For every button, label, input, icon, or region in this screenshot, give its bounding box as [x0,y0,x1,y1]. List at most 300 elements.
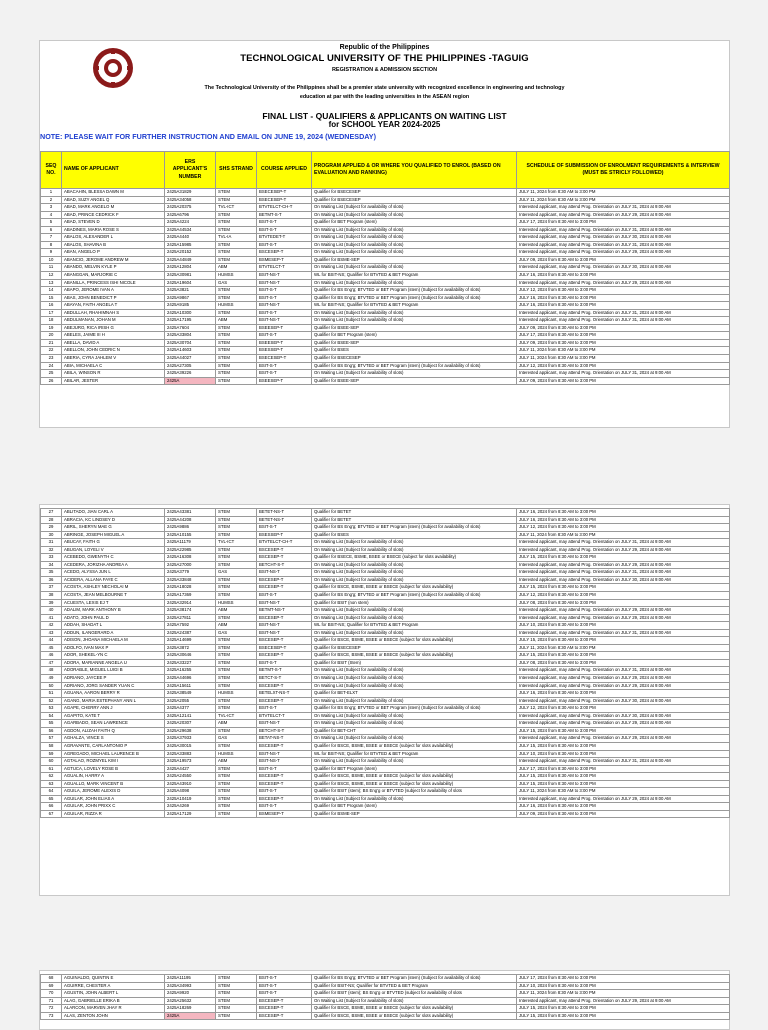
name-cell: ADATO, JOHN PAUL D [62,614,165,622]
name-cell: AGUSTIN, JOHN ALBERT L [62,990,165,998]
schedule-cell: JULY 11, 2024 from 8:30 AM to 3:00 PM [517,189,730,197]
schedule-cell: Interested applicant, may attend Prog. Orientation on JULY 29, 2024 at 9:00 AM [517,997,730,1005]
schedule-cell: JULY 15, 2024 from 8:30 AM to 3:00 PM [517,652,730,660]
strand-cell: STEM [216,516,257,524]
course-cell: BSECESEP-T [257,355,312,363]
ers-number-cell: 2425A24387 [165,629,216,637]
ers-number-cell: 2425A3779 [165,569,216,577]
table-row [41,524,730,532]
schedule-cell: Interested applicant, may attend Prog. Orientation on JULY 29, 2024 at 9:00 AM [517,675,730,683]
table-row [41,256,730,264]
course-cell: BSIT-NS-T [257,622,312,630]
seq-cell: 58 [41,742,62,750]
strand-cell: ABM [216,622,257,630]
strand-cell: STEM [216,370,257,378]
course-cell: BETCHT-S-T [257,727,312,735]
strand-cell: GAS [216,569,257,577]
name-cell: AGAPE, CHERRY ANN J [62,705,165,713]
course-cell: BSIT-S-T [257,788,312,796]
strand-cell: STEM [216,652,257,660]
seq-cell: 38 [41,592,62,600]
strand-cell: STEM [216,1012,257,1020]
course-cell: BSCESEP-T [257,1012,312,1020]
ers-number-cell: 2425A12141 [165,712,216,720]
name-cell: AGRAVANTE, CARLANTONIO P [62,742,165,750]
ers-number-cell: 2425A31829 [165,189,216,197]
col-course: COURSE APPLIED [257,152,312,189]
program-cell: On Waiting List (Subject for availability of slots) [312,697,517,705]
ers-number-cell: 2425A17195 [165,317,216,325]
seq-cell: 45 [41,644,62,652]
schedule-cell: Interested applicant, may attend Prog. Orientation on JULY 31, 2024 at 9:00 AM [517,758,730,766]
table-row [41,324,730,332]
strand-cell: STEM [216,524,257,532]
schedule-cell: Interested applicant, may attend Prog. Orientation on JULY 31, 2024 at 9:00 AM [517,241,730,249]
table-row [41,204,730,212]
name-cell: AGAPITO, KATE T [62,712,165,720]
table-row [41,758,730,766]
name-cell: ABANCIO, JEROME ANDREW M [62,256,165,264]
strand-cell: STEM [216,377,257,385]
ers-number-cell: 2425A30015 [165,742,216,750]
table-row [41,727,730,735]
strand-cell: STEM [216,667,257,675]
strand-cell: STEM [216,332,257,340]
program-cell: WL for BSIT-NS; Qualifier for BTVTED & BET Program [312,302,517,310]
ers-number-cell: 2425A18028 [165,584,216,592]
name-cell: ABAD, SUZY ANGEL Q [62,196,165,204]
name-cell: AGUINALDO, QUINTIN E [62,975,165,983]
ers-number-cell: 2425A39226 [165,370,216,378]
seq-cell: 23 [41,355,62,363]
table-row [41,810,730,818]
program-cell: Qualifier for BSIT-NS; Qualifier for BTVTED & BET Program [312,982,517,990]
table-row [41,211,730,219]
course-cell: BTVTEDET-T [257,234,312,242]
name-cell: ABDULLAH, RHAHIMNAH S [62,309,165,317]
name-cell: ABDULMANAN, JOHAN M [62,317,165,325]
course-cell: BSIT-S-T [257,975,312,983]
seq-cell: 28 [41,516,62,524]
schedule-cell: JULY 15, 2024 from 8:30 AM to 3:00 PM [517,780,730,788]
section-name: REGISTRATION & ADMISSION SECTION [331,67,438,73]
col-strand: SHS STRAND [216,152,257,189]
ers-number-cell: 2425A38549 [165,690,216,698]
course-cell: BSIT-S-T [257,287,312,295]
course-cell: BSCESEP-T [257,652,312,660]
schedule-cell: JULY 15, 2024 from 8:30 AM to 3:00 PM [517,1005,730,1013]
program-cell: Qualifier for BSEE-SEP [312,324,517,332]
schedule-cell: Interested applicant, may attend Prog. Orientation on JULY 31, 2024 at 9:00 AM [517,226,730,234]
strand-cell: TVL-ICT [216,204,257,212]
strand-cell: STEM [216,803,257,811]
schedule-cell: Interested applicant, may attend Prog. Orientation on JULY 30, 2024 at 9:00 AM [517,234,730,242]
schedule-cell: Interested applicant, may attend Prog. Orientation on JULY 29, 2024 at 9:00 AM [517,614,730,622]
seq-cell: 4 [41,211,62,219]
republic-line: Republic of the Philippines [339,44,430,51]
schedule-cell: JULY 09, 2024 from 8:30 AM to 3:00 PM [517,256,730,264]
course-cell: BSIT-S-T [257,294,312,302]
program-cell: Qualifier for BSIT (non stem) [312,599,517,607]
strand-cell: ABM [216,264,257,272]
program-cell: WL for BSIT-NS; Qualifier for BTVTED & BET Program [312,750,517,758]
ers-number-cell: 2425A18269 [165,1005,216,1013]
document-page-2 [39,504,730,896]
schedule-cell: JULY 10, 2024 from 8:30 AM to 3:00 PM [517,982,730,990]
course-cell: BSIT-S-T [257,803,312,811]
program-cell: Qualifier for BSECESEP [312,355,517,363]
table-row [41,1012,730,1020]
table-row [41,592,730,600]
table-row [41,196,730,204]
seq-cell: 11 [41,264,62,272]
schedule-cell: JULY 12, 2024 from 8:30 AM to 3:00 PM [517,705,730,713]
course-cell: BETELXT-NS-T [257,690,312,698]
name-cell: ABERIA, CYRA JAHLEM V [62,355,165,363]
schedule-cell: Interested applicant, may attend Prog. Orientation on JULY 29, 2024 at 9:00 AM [517,795,730,803]
strand-cell: STEM [216,675,257,683]
ers-number-cell: 2425A24550 [165,773,216,781]
schedule-cell: JULY 11, 2024 from 8:30 AM to 3:00 PM [517,531,730,539]
strand-cell: GAS [216,279,257,287]
seq-cell: 18 [41,317,62,325]
schedule-cell: Interested applicant, may attend Prog. Orientation on JULY 31, 2024 at 9:00 AM [517,317,730,325]
table-row [41,705,730,713]
ers-number-cell: 2425A22985 [165,546,216,554]
ers-number-cell: 2425A20375 [165,204,216,212]
course-cell: BSIT-NS-T [257,599,312,607]
program-cell: On Waiting List (Subject for availability of slots) [312,370,517,378]
strand-cell: STEM [216,241,257,249]
strand-cell: STEM [216,196,257,204]
col-program: PROGRAM APPLIED & OR WHERE YOU QUALIFIED TO ENROL (BASED ON EVALUATION AND RANKING) [312,152,517,189]
table-row [41,682,730,690]
name-cell: AGARBADO, SEAN LAWRENCE [62,720,165,728]
program-cell: On Waiting List (Subject for availability of slots) [312,667,517,675]
document-page-1 [39,40,730,428]
ers-number-cell: 2425A33227 [165,659,216,667]
table-row [41,370,730,378]
seq-cell: 37 [41,584,62,592]
ers-number-cell: 2425A10300 [165,309,216,317]
seq-cell: 60 [41,758,62,766]
schedule-cell: JULY 12, 2024 from 8:30 AM to 3:00 PM [517,287,730,295]
name-cell: AGUIRRE, CHESTER A [62,982,165,990]
program-cell: Qualifier for BSECE, BSME, BSEE or BSECE (subject for slots availability) [312,554,517,562]
seq-cell: 7 [41,234,62,242]
program-cell: On Waiting List (Subject for availability of slots) [312,264,517,272]
seq-cell: 55 [41,720,62,728]
course-cell: BSCESEP-T [257,576,312,584]
program-cell: Qualifier for BS Eng'g; BTVTED or BET Program (stem) (Subject for availability of slots) [312,287,517,295]
schedule-cell: JULY 10, 2024 from 8:30 AM to 3:00 PM [517,750,730,758]
table-row [41,302,730,310]
mission-line-2: education at par with the leading universities in the ASEAN region [299,94,470,100]
course-cell: BSCESEP-T [257,682,312,690]
program-cell: On Waiting List (Subject for availability of slots) [312,211,517,219]
schedule-cell: JULY 16, 2024 from 8:30 AM to 3:00 PM [517,302,730,310]
seq-cell: 61 [41,765,62,773]
course-cell: BSESSEP-T [257,347,312,355]
course-cell: BSMESEP-T [257,810,312,818]
course-cell: BTVTELCT-T [257,712,312,720]
course-cell: BSIT-S-T [257,332,312,340]
strand-cell: STEM [216,362,257,370]
course-cell: BSCESEP-T [257,637,312,645]
strand-cell: STEM [216,509,257,517]
table-row [41,272,730,280]
table-row [41,637,730,645]
course-cell: BSIT-S-T [257,241,312,249]
seq-cell: 14 [41,287,62,295]
table-row [41,294,730,302]
table-row [41,690,730,698]
table-row [41,735,730,743]
ers-number-cell: 2425A2055 [165,697,216,705]
program-cell: On Waiting List (Subject for availability of slots) [312,675,517,683]
program-cell: On Waiting List (Subject for availability of slots) [312,241,517,249]
course-cell: BSIT-S-T [257,226,312,234]
course-cell: BETCT-S-T [257,675,312,683]
ers-number-cell: 2425A6796 [165,211,216,219]
program-cell: Qualifier for BSCE, BSME, BSEE or BSECE (subject for slots availability) [312,1005,517,1013]
strand-cell: GAS [216,735,257,743]
schedule-cell: Interested applicant, may attend Prog. Orientation on JULY 31, 2024 at 9:00 AM [517,370,730,378]
table-row [41,226,730,234]
table-row [41,189,730,197]
course-cell: BTVTELCT-T [257,264,312,272]
ers-number-cell: 2425A25632 [165,997,216,1005]
course-cell: BSIT-S-T [257,982,312,990]
schedule-cell: Interested applicant, may attend Prog. Orientation on JULY 29, 2024 at 9:00 AM [517,211,730,219]
name-cell: ABIA, MICHAELA C [62,362,165,370]
program-cell: WL for BSIT-NS; Qualifier for BTVTED & BET Program [312,272,517,280]
strand-cell: STEM [216,705,257,713]
seq-cell: 53 [41,705,62,713]
course-cell: BETCHT-S-T [257,561,312,569]
program-cell: On Waiting List (Subject for availability of slots) [312,539,517,547]
ers-number-cell: 2425A3872 [165,644,216,652]
name-cell: ABUGAN, LOYELI V [62,546,165,554]
ers-number-cell: 2425A [165,1012,216,1020]
name-cell: AGUALIN, HARRY A [62,773,165,781]
seq-cell: 47 [41,659,62,667]
table-row [41,720,730,728]
program-cell: On Waiting List (Subject for availability of slots) [312,712,517,720]
seq-cell: 34 [41,561,62,569]
name-cell: ABEJURO, RICA IRISH G [62,324,165,332]
name-cell: ABAYAN, FAITH ANGELA T [62,302,165,310]
ers-number-cell: 2425A12804 [165,264,216,272]
seq-cell: 63 [41,780,62,788]
ers-number-cell: 2425A32914 [165,599,216,607]
schedule-cell: JULY 08, 2024 from 8:30 AM to 3:00 PM [517,599,730,607]
ers-number-cell: 2425A15611 [165,682,216,690]
course-cell: BSECESEP-T [257,189,312,197]
ers-number-cell: 2425A27305 [165,362,216,370]
program-cell: On Waiting List (Subject for availability of slots) [312,629,517,637]
course-cell: BSCESEP-T [257,780,312,788]
course-cell: BETET-NS-T [257,509,312,517]
schedule-cell: JULY 08, 2024 from 8:30 AM to 3:00 PM [517,659,730,667]
table-row [41,795,730,803]
course-cell: BSIT-NS-T [257,720,312,728]
strand-cell: STEM [216,309,257,317]
seq-cell: 32 [41,546,62,554]
ers-number-cell: 2425A14699 [165,637,216,645]
program-cell: Qualifier for BSCE, BSME, BSEE or BSECE (subject for slots availability) [312,637,517,645]
strand-cell: STEM [216,810,257,818]
ers-number-cell: 2425A37933 [165,735,216,743]
program-cell: On Waiting List (Subject for availability of slots) [312,569,517,577]
schedule-cell: JULY 11, 2024 from 8:30 AM to 3:00 PM [517,347,730,355]
course-cell: BSEESEP-T [257,377,312,385]
program-cell: Qualifier for BS Eng'g; BTVTED or BET Program (stem) (Subject for availability of slots) [312,592,517,600]
schedule-cell: Interested applicant, may attend Prog. Orientation on JULY 30, 2024 at 9:00 AM [517,697,730,705]
program-cell: On Waiting List (Subject for availability of slots) [312,249,517,257]
schedule-cell: Interested applicant, may attend Prog. Orientation on JULY 31, 2024 at 9:00 AM [517,204,730,212]
schedule-cell: JULY 09, 2024 from 8:30 AM to 3:00 PM [517,339,730,347]
course-cell: BSIT-NS-T [257,758,312,766]
course-cell: BETMT-S-T [257,667,312,675]
applicant-table-page-2 [40,508,730,818]
table-row [41,652,730,660]
table-row [41,516,730,524]
university-name: TECHNOLOGICAL UNIVERSITY OF THE PHILIPPINES -TAGUIG [240,53,529,64]
ers-number-cell: 2425A16255 [165,667,216,675]
applicant-table-page-3 [40,974,730,1020]
ers-number-cell: 2425A10155 [165,531,216,539]
seq-cell: 15 [41,294,62,302]
seq-cell: 71 [41,997,62,1005]
program-cell: On Waiting List (Subject for availability of slots) [312,795,517,803]
program-cell: Qualifier for BSIT (stem); BS Eng'g or BTVTED (subject for availability of slots [312,788,517,796]
strand-cell: HUMSS [216,750,257,758]
seq-cell: 5 [41,219,62,227]
strand-cell: ABM [216,758,257,766]
name-cell: ABELLA, DAVID A [62,339,165,347]
schedule-cell: JULY 10, 2024 from 8:30 AM to 3:00 PM [517,622,730,630]
strand-cell: STEM [216,592,257,600]
ers-number-cell: 2425A34993 [165,982,216,990]
course-cell: BSIT-S-T [257,990,312,998]
seq-cell: 10 [41,256,62,264]
strand-cell: STEM [216,644,257,652]
ers-number-cell: 2425A11179 [165,539,216,547]
ers-number-cell: 2425A44027 [165,355,216,363]
name-cell: ACUESTA, LEXIS EJ T [62,599,165,607]
table-row [41,377,730,385]
ers-number-cell: 2425A27811 [165,614,216,622]
strand-cell: STEM [216,990,257,998]
table-row [41,309,730,317]
strand-cell: STEM [216,339,257,347]
name-cell: ABUCAY, FAITH G [62,539,165,547]
course-cell: BSEESEP-T [257,339,312,347]
seq-cell: 57 [41,735,62,743]
name-cell: ACEBEDO, GWENYTH C [62,554,165,562]
schedule-cell: Interested applicant, may attend Prog. Orientation on JULY 29, 2024 at 9:00 AM [517,546,730,554]
strand-cell: ABM [216,720,257,728]
table-row [41,599,730,607]
name-cell: ABRACIA, KC LINDSEY D [62,516,165,524]
schedule-cell: JULY 17, 2024 from 8:30 AM to 3:00 PM [517,332,730,340]
course-cell: BSIT-S-T [257,370,312,378]
schedule-cell: JULY 11, 2024 from 8:30 AM to 3:00 PM [517,355,730,363]
course-cell: BSECESEP-T [257,196,312,204]
ers-number-cell: 2425A19604 [165,279,216,287]
schedule-cell: JULY 16, 2024 from 8:30 AM to 3:00 PM [517,516,730,524]
seq-cell: 21 [41,339,62,347]
schedule-cell: Interested applicant, may attend Prog. Orientation on JULY 31, 2024 at 9:00 AM [517,569,730,577]
seq-cell: 2 [41,196,62,204]
program-cell: Qualifier for BSES [312,531,517,539]
table-row [41,712,730,720]
name-cell: ADALIM, MARK ANTHONY B [62,607,165,615]
course-cell: BSCESEP-T [257,997,312,1005]
program-cell: Qualifier for BSCE, BSME, BSEE or BSECE (subject for slots availability) [312,780,517,788]
program-cell: Qualifier for BSECESEP [312,644,517,652]
schedule-cell: JULY 17, 2024 from 8:30 AM to 3:00 PM [517,219,730,227]
course-cell: BSIT-S-T [257,524,312,532]
strand-cell: STEM [216,788,257,796]
ers-number-cell: 2425A29638 [165,727,216,735]
course-cell: BSIT-NS-T [257,317,312,325]
strand-cell: STEM [216,324,257,332]
table-row [41,279,730,287]
schedule-cell: JULY 15, 2024 from 8:30 AM to 3:00 PM [517,584,730,592]
table-row [41,803,730,811]
schedule-cell: Interested applicant, may attend Prog. Orientation on JULY 29, 2024 at 9:00 AM [517,720,730,728]
table-row [41,1005,730,1013]
document-header [40,41,729,149]
table-row [41,339,730,347]
ers-number-cell: 2425A20152 [165,249,216,257]
seq-cell: 68 [41,975,62,983]
schedule-cell: JULY 15, 2024 from 8:30 AM to 3:00 PM [517,637,730,645]
seq-cell: 9 [41,249,62,257]
program-cell: On Waiting List (Subject for availability of slots) [312,682,517,690]
schedule-cell: JULY 12, 2024 from 8:30 AM to 3:00 PM [517,524,730,532]
ers-number-cell: 2425A33883 [165,750,216,758]
seq-cell: 72 [41,1005,62,1013]
strand-cell: STEM [216,697,257,705]
table-row [41,554,730,562]
strand-cell: ABM [216,607,257,615]
schedule-cell: JULY 09, 2024 from 8:30 AM to 3:00 PM [517,324,730,332]
strand-cell: STEM [216,1005,257,1013]
table-row [41,234,730,242]
program-cell: Qualifier for BSEE-SEP [312,339,517,347]
program-cell: On Waiting List (Subject for availability of slots) [312,576,517,584]
course-cell: BSCESEP-T [257,1005,312,1013]
seq-cell: 59 [41,750,62,758]
seq-cell: 36 [41,576,62,584]
name-cell: ADDAH, SHADAT L [62,622,165,630]
name-cell: ALAS, ZENTON JOHN [62,1012,165,1020]
seq-cell: 73 [41,1012,62,1020]
table-row [41,742,730,750]
table-row [41,750,730,758]
table-row [41,614,730,622]
name-cell: ABRINGE, JOSEPH MIGUEL A [62,531,165,539]
name-cell: ADISON, JHOANA MICHAELA M [62,637,165,645]
name-cell: ABANDO, MELVIN KYLE P [62,264,165,272]
ers-number-cell: 2425A20307 [165,720,216,728]
program-cell: Qualifier for BSCE, BSME, BSEE or BSECE (subject for slots availability) [312,1012,517,1020]
seq-cell: 39 [41,599,62,607]
strand-cell: TVL-ICT [216,539,257,547]
